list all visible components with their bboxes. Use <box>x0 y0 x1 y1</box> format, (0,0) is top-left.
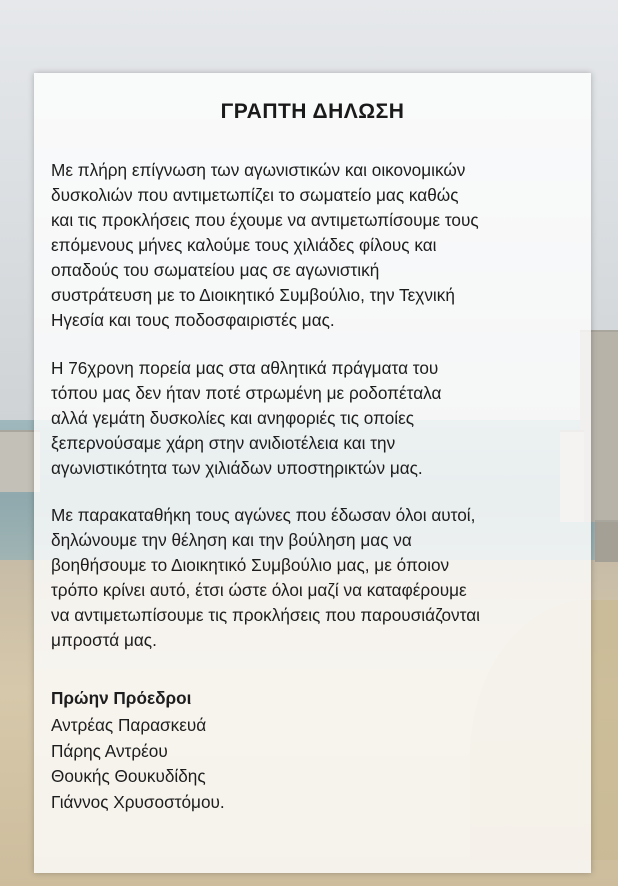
signers-list <box>51 713 225 815</box>
background-building <box>595 520 618 562</box>
signer-name: Αντρέας Παρασκευά <box>51 715 207 735</box>
statement-title: ΓΡΑΠΤΗ ΔΗΛΩΣΗ <box>220 100 405 123</box>
statement-card <box>34 73 591 873</box>
signer-name: Θουκής Θουκυδίδης <box>51 766 206 786</box>
signer-name: Πάρης Αντρέου <box>51 740 168 761</box>
signer-name: Γιάννος Χρυσοστόμου. <box>51 791 225 812</box>
statement-paragraph-1: Με πλήρη επίγνωση των αγωνιστικών και οικονομικών δυσκολιών που αντιμετωπίζει το σωματείο μας καθώς και τις προκλήσεις που έχουμε να αντιμετωπίσουμε τους επόμενους μήνες καλούμε τους χιλιάδες φίλους και οπαδούς του σωματείου μας σε αγωνιστική συστράτευση με το Διοικητικό Συμβούλιο, την Τεχνική Ηγεσία και τους ποδοσφαιριστές μας. <box>51 160 479 330</box>
signers-heading: Πρώην Πρόεδροι <box>51 688 192 708</box>
statement-paragraph-3: Με παρακαταθήκη τους αγώνες που έδωσαν όλοι αυτοί, δηλώνουμε την θέληση και την βούληση μας να βοηθήσουμε το Διοικητικό Συμβούλιο μας, με όποιον τρόπο κρίνει αυτό, έτσι ώστε όλοι μαζί να καταφέρουμε να αντιμετωπίσουμε τις προκλήσεις που παρουσιάζονται μπροστά μας. <box>51 505 480 650</box>
statement-paragraph-2: Η 76χρονη πορεία μας στα αθλητικά πράγματα του τόπου μας δεν ήταν ποτέ στρωμένη με ροδοπέταλα αλλά γεμάτη δυσκολίες και ανηφοριές τις οποίες ξεπερνούσαμε χάρη στην ανιδιοτέλεια και την αγωνιστικότητα των χιλιάδων υποστηρικτών μας. <box>51 358 442 478</box>
